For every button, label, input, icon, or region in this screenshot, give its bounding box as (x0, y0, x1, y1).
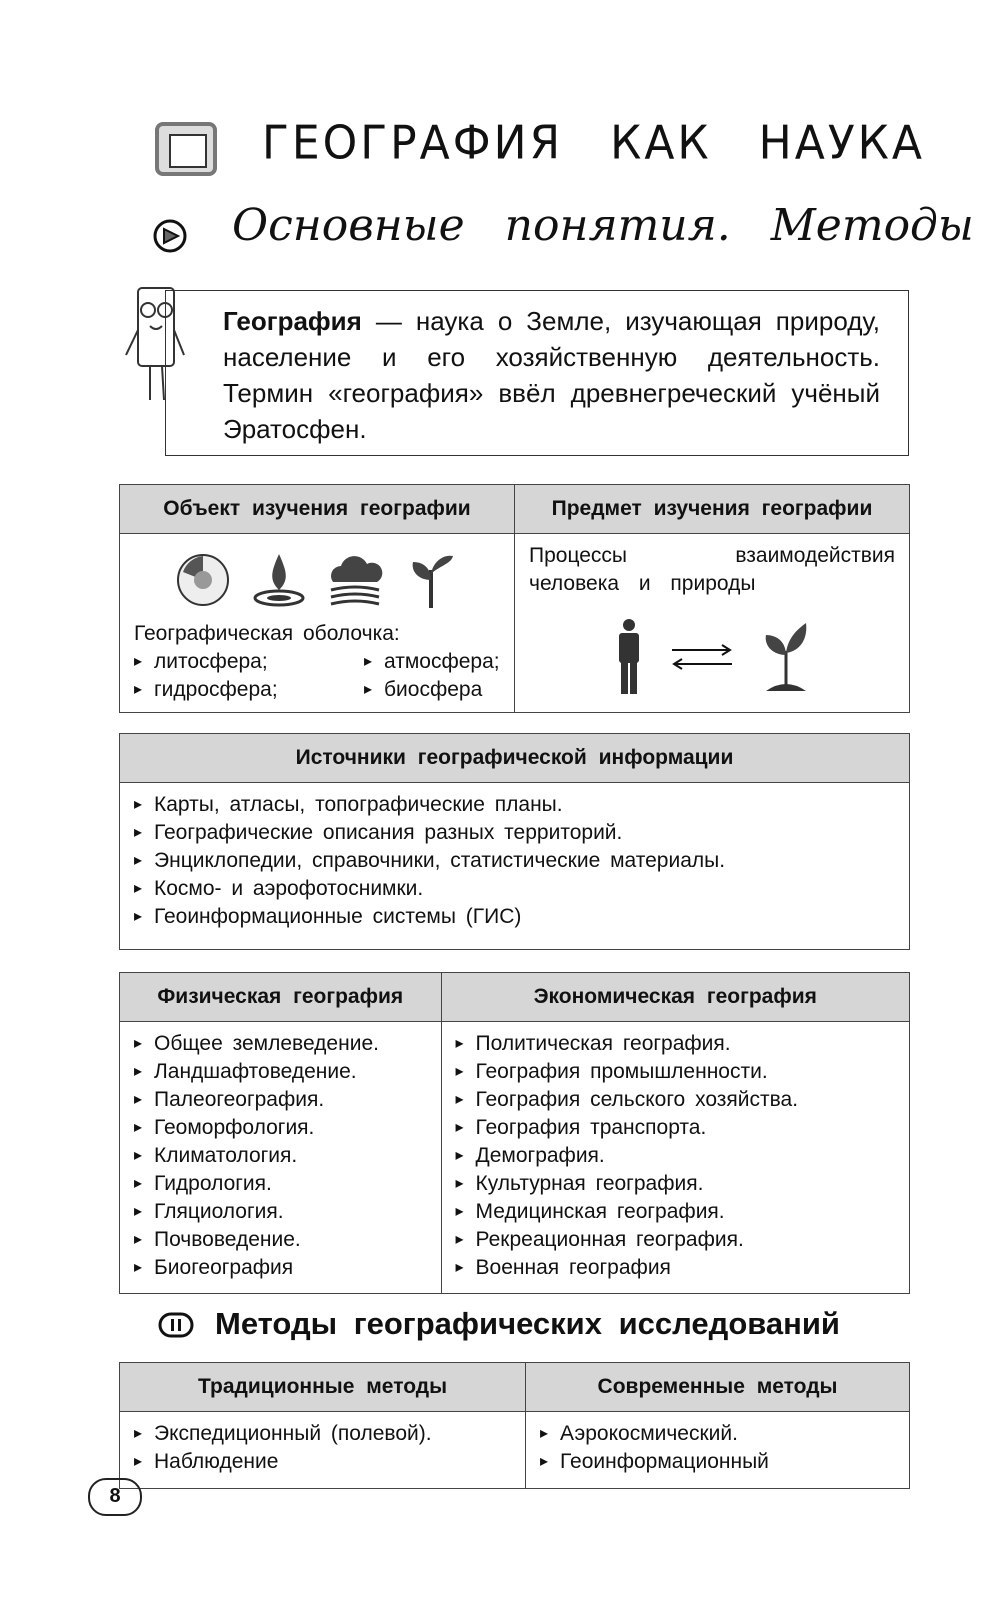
economic-item: ▸ Военная география (456, 1254, 895, 1282)
page-subtitle: Основные понятия. Методы (232, 200, 974, 251)
water-drop-icon (251, 550, 307, 610)
economic-header: Экономическая география (441, 973, 909, 1022)
sphere-item: ▸ атмосфера; (364, 648, 500, 676)
physical-item: ▸ Общее землеведение. (134, 1030, 427, 1058)
source-item: ▸ Космо- и аэрофотоснимки. (134, 875, 895, 903)
economic-item: ▸ Демография. (456, 1142, 895, 1170)
modern-item: ▸ Геоинформационный (540, 1448, 895, 1476)
physical-header: Физическая география (120, 973, 442, 1022)
pause-icon (158, 1312, 194, 1338)
economic-item: ▸ Медицинская география. (456, 1198, 895, 1226)
source-item: ▸ Энциклопедии, справочники, статистические материалы. (134, 847, 895, 875)
cloud-wind-icon (327, 550, 383, 610)
object-subject-table (119, 484, 910, 713)
definition-box (165, 290, 909, 456)
page-number: 8 (88, 1478, 142, 1516)
exchange-arrows-icon (670, 642, 734, 672)
modern-header: Современные методы (526, 1363, 910, 1412)
physical-item: ▸ Биогеография (134, 1254, 427, 1282)
physical-item: ▸ Гляциология. (134, 1198, 427, 1226)
traditional-item: ▸ Наблюдение (134, 1448, 511, 1476)
economic-item: ▸ Рекреационная география. (456, 1226, 895, 1254)
physical-item: ▸ Климатология. (134, 1142, 427, 1170)
economic-item: ▸ География промышленности. (456, 1058, 895, 1086)
sources-table (119, 733, 910, 950)
shell-label: Географическая оболочка: (134, 622, 400, 645)
source-item: ▸ Карты, атласы, топографические планы. (134, 791, 895, 819)
definition-text: — наука о Земле, изучающая природу, население и его хозяйственную деятельность. Термин «география» ввёл древнегреческий учёный Эратосфен. (223, 306, 880, 444)
sphere-item: ▸ гидросфера; (134, 676, 364, 704)
earth-layers-icon (175, 550, 231, 610)
physical-item: ▸ Почвоведение. (134, 1226, 427, 1254)
physical-item: ▸ Геоморфология. (134, 1114, 427, 1142)
sphere-item: ▸ биосфера (364, 676, 500, 704)
branches-table (119, 972, 910, 1294)
object-header: Объект изучения географии (120, 485, 515, 534)
economic-item: ▸ География транспорта. (456, 1114, 895, 1142)
sphere-item: ▸ литосфера; (134, 648, 364, 676)
subject-text: Процессы взаимодействия человека и природы (529, 544, 895, 595)
sources-header: Источники географической информации (120, 734, 910, 783)
modern-item: ▸ Аэрокосмический. (540, 1420, 895, 1448)
source-item: ▸ Геоинформационные системы (ГИС) (134, 903, 895, 931)
page-title: ГЕОГРАФИЯ КАК НАУКА (262, 116, 925, 171)
definition-term: География (223, 306, 362, 336)
traditional-item: ▸ Экспедиционный (полевой). (134, 1420, 511, 1448)
methods-table (119, 1362, 910, 1489)
economic-item: ▸ Политическая география. (456, 1030, 895, 1058)
plant-icon (403, 550, 459, 610)
section-icon (155, 122, 217, 176)
physical-item: ▸ Гидрология. (134, 1170, 427, 1198)
subject-header: Предмет изучения географии (515, 485, 910, 534)
economic-item: ▸ Культурная география. (456, 1170, 895, 1198)
source-item: ▸ Географические описания разных территорий. (134, 819, 895, 847)
sprout-icon (760, 621, 810, 693)
play-circle-icon (152, 218, 188, 254)
methods-heading: Методы географических исследований (215, 1306, 840, 1341)
traditional-header: Традиционные методы (120, 1363, 526, 1412)
person-icon (614, 618, 644, 696)
economic-item: ▸ География сельского хозяйства. (456, 1086, 895, 1114)
physical-item: ▸ Ландшафтоведение. (134, 1058, 427, 1086)
physical-item: ▸ Палеогеография. (134, 1086, 427, 1114)
